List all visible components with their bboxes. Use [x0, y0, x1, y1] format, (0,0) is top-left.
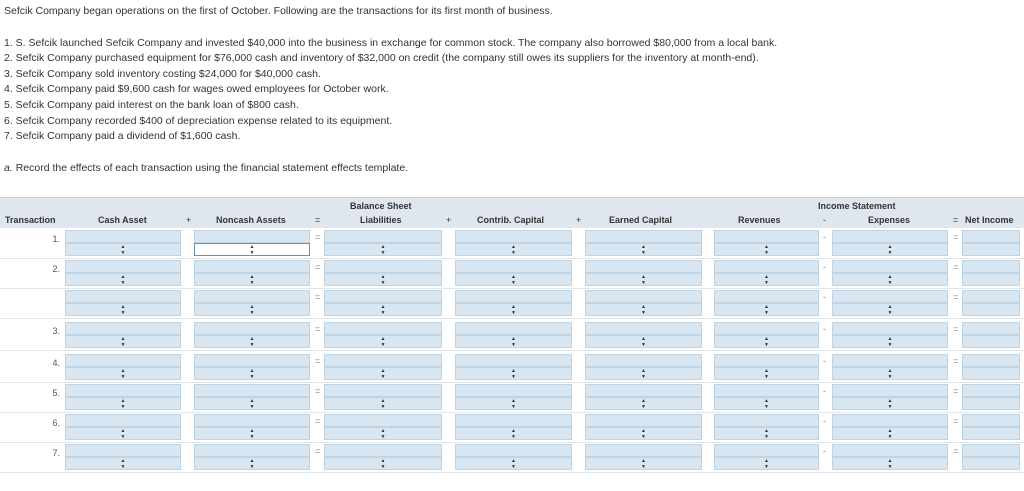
expenses-upper-input[interactable]	[832, 354, 948, 367]
contrib-capital-upper-input[interactable]	[455, 384, 572, 397]
op-plus-2: +	[446, 215, 452, 225]
dropdown-spinner-icon: ▲▼	[510, 367, 517, 380]
liabilities-lower-input[interactable]	[324, 427, 442, 440]
dropdown-spinner-icon: ▲▼	[640, 335, 647, 348]
revenues-upper-input[interactable]	[714, 414, 819, 427]
liabilities-upper-input[interactable]	[324, 230, 442, 243]
revenues-upper-input[interactable]	[714, 260, 819, 273]
liabilities-lower-input[interactable]	[324, 367, 442, 380]
op-plus-3: +	[576, 215, 582, 225]
dropdown-spinner-icon: ▲▼	[510, 243, 517, 256]
expenses-upper-input[interactable]	[832, 322, 948, 335]
earned-capital-upper-input[interactable]	[585, 414, 702, 427]
row-operator-equals: =	[315, 356, 321, 366]
col-cash-asset: Cash Asset	[98, 215, 147, 225]
table-row	[0, 352, 1024, 383]
noncash-assets-lower-input[interactable]	[194, 335, 310, 348]
row-label: 2.	[52, 264, 60, 274]
dropdown-spinner-icon: ▲▼	[380, 243, 386, 256]
net-income-upper-input[interactable]	[962, 290, 1020, 303]
net-income-lower-input[interactable]	[962, 367, 1020, 380]
row-operator-equals: =	[953, 292, 959, 302]
earned-capital-upper-input[interactable]	[585, 290, 702, 303]
table-row	[0, 412, 1024, 443]
row-operator-minus: -	[823, 446, 826, 456]
dropdown-spinner-icon: ▲▼	[380, 367, 386, 380]
liabilities-lower-input[interactable]	[324, 335, 442, 348]
expenses-lower-input[interactable]	[832, 367, 948, 380]
row-operator-minus: -	[823, 262, 826, 272]
dropdown-spinner-icon: ▲▼	[249, 427, 255, 440]
dropdown-spinner-icon: ▲▼	[510, 335, 517, 348]
row-operator-equals: =	[953, 232, 959, 242]
net-income-upper-input[interactable]	[962, 414, 1020, 427]
earned-capital-upper-input[interactable]	[585, 230, 702, 243]
dropdown-spinner-icon: ▲▼	[120, 243, 126, 256]
dropdown-spinner-icon: ▲▼	[120, 335, 126, 348]
table-row	[0, 258, 1024, 289]
cash-asset-lower-input[interactable]	[65, 367, 181, 380]
cash-asset-upper-input[interactable]	[65, 444, 181, 457]
cash-asset-lower-input[interactable]	[65, 335, 181, 348]
row-operator-equals: =	[315, 292, 321, 302]
col-noncash-assets: Noncash Assets	[216, 215, 286, 225]
op-equals-2: =	[953, 215, 959, 225]
net-income-lower-input[interactable]	[962, 397, 1020, 410]
noncash-assets-lower-input[interactable]	[194, 367, 310, 380]
dropdown-spinner-icon: ▲▼	[380, 335, 386, 348]
dropdown-spinner-icon: ▲▼	[510, 303, 517, 316]
table-row	[0, 228, 1024, 259]
liabilities-lower-input[interactable]	[324, 397, 442, 410]
net-income-upper-input[interactable]	[962, 230, 1020, 243]
task-letter: a.	[4, 162, 13, 174]
earned-capital-upper-input[interactable]	[585, 322, 702, 335]
noncash-assets-lower-input[interactable]	[194, 273, 310, 286]
contrib-capital-upper-input[interactable]	[455, 414, 572, 427]
dropdown-spinner-icon: ▲▼	[640, 457, 647, 470]
earned-capital-upper-input[interactable]	[585, 260, 702, 273]
cash-asset-upper-input[interactable]	[65, 414, 181, 427]
contrib-capital-lower-input[interactable]	[455, 367, 572, 380]
transaction-6: 6. Sefcik Company recorded $400 of depreciation expense related to its equipment.	[4, 114, 393, 127]
row-label: 4.	[52, 358, 60, 368]
expenses-lower-input[interactable]	[832, 303, 948, 316]
dropdown-spinner-icon: ▲▼	[510, 397, 517, 410]
dropdown-spinner-icon: ▲▼	[120, 397, 126, 410]
revenues-lower-input[interactable]	[714, 303, 819, 316]
row-operator-equals: =	[953, 324, 959, 334]
row-operator-equals: =	[315, 416, 321, 426]
effects-template-table	[0, 197, 1024, 491]
dropdown-spinner-icon: ▲▼	[249, 335, 255, 348]
cash-asset-lower-input[interactable]	[65, 397, 181, 410]
noncash-assets-upper-input[interactable]	[194, 260, 310, 273]
revenues-lower-input[interactable]	[714, 335, 819, 348]
dropdown-spinner-icon: ▲▼	[763, 335, 770, 348]
earned-capital-upper-input[interactable]	[585, 444, 702, 457]
dropdown-spinner-icon: ▲▼	[120, 427, 126, 440]
table-row	[0, 382, 1024, 413]
expenses-lower-input[interactable]	[832, 457, 948, 470]
liabilities-upper-input[interactable]	[324, 322, 442, 335]
dropdown-spinner-icon: ▲▼	[887, 397, 893, 410]
noncash-assets-lower-input[interactable]	[194, 303, 310, 316]
row-label: 1.	[52, 234, 60, 244]
net-income-upper-input[interactable]	[962, 322, 1020, 335]
expenses-upper-input[interactable]	[832, 230, 948, 243]
cash-asset-lower-input[interactable]	[65, 273, 181, 286]
expenses-lower-input[interactable]	[832, 243, 948, 256]
contrib-capital-lower-input[interactable]	[455, 335, 572, 348]
row-operator-minus: -	[823, 356, 826, 366]
problem-statement	[4, 4, 777, 145]
noncash-assets-upper-input[interactable]	[194, 230, 310, 243]
earned-capital-upper-input[interactable]	[585, 354, 702, 367]
row-operator-equals: =	[315, 262, 321, 272]
revenues-upper-input[interactable]	[714, 384, 819, 397]
row-operator-equals: =	[315, 324, 321, 334]
noncash-assets-upper-input[interactable]	[194, 414, 310, 427]
earned-capital-lower-input[interactable]	[585, 427, 702, 440]
noncash-assets-upper-input[interactable]	[194, 322, 310, 335]
net-income-upper-input[interactable]	[962, 384, 1020, 397]
contrib-capital-upper-input[interactable]	[455, 260, 572, 273]
op-minus: -	[823, 215, 826, 225]
net-income-upper-input[interactable]	[962, 354, 1020, 367]
earned-capital-lower-input[interactable]	[585, 397, 702, 410]
net-income-lower-input[interactable]	[962, 273, 1020, 286]
dropdown-spinner-icon: ▲▼	[249, 303, 255, 316]
liabilities-upper-input[interactable]	[324, 414, 442, 427]
col-revenues: Revenues	[738, 215, 781, 225]
dropdown-spinner-icon: ▲▼	[763, 427, 770, 440]
earned-capital-lower-input[interactable]	[585, 457, 702, 470]
col-net-income: Net Income	[965, 215, 1014, 225]
contrib-capital-upper-input[interactable]	[455, 290, 572, 303]
dropdown-spinner-icon: ▲▼	[640, 397, 647, 410]
liabilities-upper-input[interactable]	[324, 384, 442, 397]
op-equals-1: =	[315, 215, 321, 225]
dropdown-spinner-icon: ▲▼	[640, 427, 647, 440]
dropdown-spinner-icon: ▲▼	[510, 427, 517, 440]
contrib-capital-lower-input[interactable]	[455, 243, 572, 256]
cash-asset-upper-input[interactable]	[65, 230, 181, 243]
table-row	[0, 442, 1024, 473]
contrib-capital-lower-input[interactable]	[455, 303, 572, 316]
net-income-lower-input[interactable]	[962, 303, 1020, 316]
cash-asset-lower-input[interactable]	[65, 243, 181, 256]
row-operator-minus: -	[823, 416, 826, 426]
revenues-upper-input[interactable]	[714, 444, 819, 457]
row-operator-equals: =	[953, 386, 959, 396]
dropdown-spinner-icon: ▲▼	[249, 457, 255, 470]
expenses-lower-input[interactable]	[832, 427, 948, 440]
dropdown-spinner-icon: ▲▼	[763, 457, 770, 470]
intro-text: Sefcik Company began operations on the first of October. Following are the transactions for its first month of business.	[4, 5, 553, 17]
noncash-assets-lower-input[interactable]	[194, 397, 310, 410]
dropdown-spinner-icon: ▲▼	[510, 273, 517, 286]
col-expenses: Expenses	[868, 215, 911, 225]
expenses-lower-input[interactable]	[832, 273, 948, 286]
dropdown-spinner-icon: ▲▼	[763, 397, 770, 410]
liabilities-upper-input[interactable]	[324, 354, 442, 367]
contrib-capital-upper-input[interactable]	[455, 354, 572, 367]
net-income-upper-input[interactable]	[962, 260, 1020, 273]
contrib-capital-lower-input[interactable]	[455, 273, 572, 286]
dropdown-spinner-icon: ▲▼	[763, 243, 770, 256]
revenues-upper-input[interactable]	[714, 354, 819, 367]
dropdown-spinner-icon: ▲▼	[887, 427, 893, 440]
task-instruction	[4, 162, 408, 174]
row-operator-minus: -	[823, 292, 826, 302]
cash-asset-upper-input[interactable]	[65, 260, 181, 273]
table-header	[0, 197, 1024, 228]
row-operator-minus: -	[823, 324, 826, 334]
transaction-5: 5. Sefcik Company paid interest on the bank loan of $800 cash.	[4, 98, 299, 111]
liabilities-upper-input[interactable]	[324, 290, 442, 303]
dropdown-spinner-icon: ▲▼	[763, 273, 770, 286]
dropdown-spinner-icon: ▲▼	[380, 303, 386, 316]
dropdown-spinner-icon: ▲▼	[640, 367, 647, 380]
revenues-lower-input[interactable]	[714, 243, 819, 256]
balance-sheet-group-label: Balance Sheet	[350, 201, 412, 211]
net-income-lower-input[interactable]	[962, 427, 1020, 440]
expenses-lower-input[interactable]	[832, 335, 948, 348]
dropdown-spinner-icon: ▲▼	[249, 367, 255, 380]
expenses-upper-input[interactable]	[832, 414, 948, 427]
earned-capital-lower-input[interactable]	[585, 367, 702, 380]
row-operator-equals: =	[953, 416, 959, 426]
row-operator-equals: =	[315, 232, 321, 242]
contrib-capital-lower-input[interactable]	[455, 397, 572, 410]
earned-capital-lower-input[interactable]	[585, 243, 702, 256]
liabilities-lower-input[interactable]	[324, 303, 442, 316]
net-income-upper-input[interactable]	[962, 444, 1020, 457]
expenses-lower-input[interactable]	[832, 397, 948, 410]
expenses-upper-input[interactable]	[832, 384, 948, 397]
contrib-capital-upper-input[interactable]	[455, 322, 572, 335]
op-plus-1: +	[186, 215, 192, 225]
row-operator-equals: =	[953, 262, 959, 272]
liabilities-lower-input[interactable]	[324, 243, 442, 256]
dropdown-spinner-icon: ▲▼	[380, 427, 386, 440]
dropdown-spinner-icon: ▲▼	[249, 243, 255, 256]
dropdown-spinner-icon: ▲▼	[120, 457, 126, 470]
earned-capital-upper-input[interactable]	[585, 384, 702, 397]
cash-asset-upper-input[interactable]	[65, 354, 181, 367]
row-operator-equals: =	[315, 446, 321, 456]
table-row	[0, 288, 1024, 319]
transaction-1: 1. S. Sefcik launched Sefcik Company and invested $40,000 into the business in exchange for common stock. The company also borrowed $80,000 from a local bank.	[4, 36, 778, 49]
dropdown-spinner-icon: ▲▼	[249, 397, 255, 410]
noncash-assets-upper-input[interactable]	[194, 444, 310, 457]
dropdown-spinner-icon: ▲▼	[887, 457, 893, 470]
cash-asset-upper-input[interactable]	[65, 384, 181, 397]
dropdown-spinner-icon: ▲▼	[887, 243, 893, 256]
dropdown-spinner-icon: ▲▼	[380, 457, 386, 470]
transaction-2: 2. Sefcik Company purchased equipment for $76,000 cash and inventory of $32,000 on credit (the company still owes its suppliers for the inventory at month-end).	[4, 52, 759, 65]
task-text: Record the effects of each transaction using the financial statement effects template.	[15, 162, 409, 174]
liabilities-upper-input[interactable]	[324, 260, 442, 273]
col-contrib-capital: Contrib. Capital	[477, 215, 544, 225]
expenses-upper-input[interactable]	[832, 444, 948, 457]
dropdown-spinner-icon: ▲▼	[640, 273, 647, 286]
row-label: 3.	[52, 326, 60, 336]
liabilities-lower-input[interactable]	[324, 457, 442, 470]
dropdown-spinner-icon: ▲▼	[380, 397, 386, 410]
cash-asset-lower-input[interactable]	[65, 303, 181, 316]
dropdown-spinner-icon: ▲▼	[120, 273, 126, 286]
dropdown-spinner-icon: ▲▼	[887, 367, 893, 380]
col-earned-capital: Earned Capital	[609, 215, 673, 225]
dropdown-spinner-icon: ▲▼	[380, 273, 386, 286]
row-operator-equals: =	[953, 446, 959, 456]
dropdown-spinner-icon: ▲▼	[763, 303, 770, 316]
dropdown-spinner-icon: ▲▼	[887, 335, 893, 348]
row-operator-equals: =	[953, 356, 959, 366]
noncash-assets-upper-input[interactable]	[194, 290, 310, 303]
contrib-capital-lower-input[interactable]	[455, 457, 572, 470]
earned-capital-lower-input[interactable]	[585, 273, 702, 286]
liabilities-upper-input[interactable]	[324, 444, 442, 457]
dropdown-spinner-icon: ▲▼	[510, 457, 517, 470]
row-operator-minus: -	[823, 386, 826, 396]
noncash-assets-lower-input[interactable]	[194, 457, 310, 470]
net-income-lower-input[interactable]	[962, 243, 1020, 256]
contrib-capital-upper-input[interactable]	[455, 230, 572, 243]
noncash-assets-lower-input[interactable]	[194, 243, 310, 256]
earned-capital-lower-input[interactable]	[585, 335, 702, 348]
dropdown-spinner-icon: ▲▼	[640, 243, 647, 256]
transaction-7: 7. Sefcik Company paid a dividend of $1,600 cash.	[4, 130, 241, 143]
dropdown-spinner-icon: ▲▼	[763, 367, 770, 380]
cash-asset-lower-input[interactable]	[65, 457, 181, 470]
contrib-capital-lower-input[interactable]	[455, 427, 572, 440]
expenses-upper-input[interactable]	[832, 260, 948, 273]
dropdown-spinner-icon: ▲▼	[120, 367, 126, 380]
dropdown-spinner-icon: ▲▼	[887, 303, 893, 316]
liabilities-lower-input[interactable]	[324, 273, 442, 286]
dropdown-spinner-icon: ▲▼	[249, 273, 255, 286]
table-row	[0, 320, 1024, 351]
income-statement-group-label: Income Statement	[818, 201, 896, 211]
transaction-3: 3. Sefcik Company sold inventory costing $24,000 for $40,000 cash.	[4, 67, 321, 80]
noncash-assets-lower-input[interactable]	[194, 427, 310, 440]
revenues-upper-input[interactable]	[714, 230, 819, 243]
contrib-capital-upper-input[interactable]	[455, 444, 572, 457]
cash-asset-upper-input[interactable]	[65, 290, 181, 303]
noncash-assets-upper-input[interactable]	[194, 354, 310, 367]
row-label: 7.	[52, 448, 60, 458]
net-income-lower-input[interactable]	[962, 335, 1020, 348]
revenues-lower-input[interactable]	[714, 427, 819, 440]
revenues-upper-input[interactable]	[714, 290, 819, 303]
col-liabilities: Liabilities	[360, 215, 402, 225]
noncash-assets-upper-input[interactable]	[194, 384, 310, 397]
cash-asset-upper-input[interactable]	[65, 322, 181, 335]
cash-asset-lower-input[interactable]	[65, 427, 181, 440]
col-transaction: Transaction	[5, 215, 56, 225]
dropdown-spinner-icon: ▲▼	[887, 273, 893, 286]
row-label: 6.	[52, 418, 60, 428]
revenues-lower-input[interactable]	[714, 367, 819, 380]
row-operator-equals: =	[315, 386, 321, 396]
revenues-upper-input[interactable]	[714, 322, 819, 335]
net-income-lower-input[interactable]	[962, 457, 1020, 470]
dropdown-spinner-icon: ▲▼	[640, 303, 647, 316]
revenues-lower-input[interactable]	[714, 397, 819, 410]
revenues-lower-input[interactable]	[714, 457, 819, 470]
earned-capital-lower-input[interactable]	[585, 303, 702, 316]
dropdown-spinner-icon: ▲▼	[120, 303, 126, 316]
row-label: 5.	[52, 388, 60, 398]
revenues-lower-input[interactable]	[714, 273, 819, 286]
transaction-4: 4. Sefcik Company paid $9,600 cash for wages owed employees for October work.	[4, 83, 389, 96]
row-operator-minus: -	[823, 232, 826, 242]
expenses-upper-input[interactable]	[832, 290, 948, 303]
